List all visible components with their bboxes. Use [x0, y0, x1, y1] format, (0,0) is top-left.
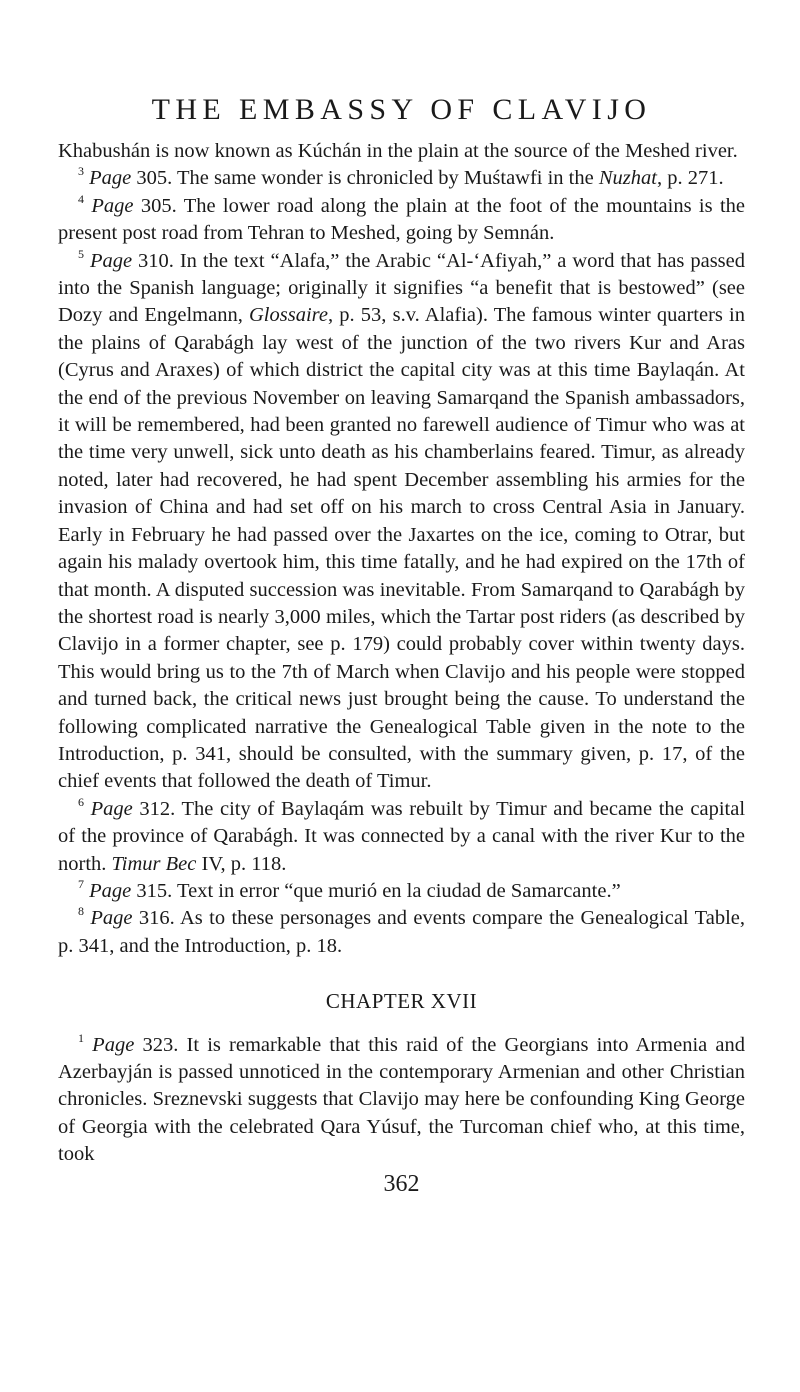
note-6: [58, 796, 745, 878]
note-8: [58, 905, 745, 960]
note-7: [58, 878, 745, 905]
note-5: [58, 248, 745, 796]
note-emphasis: Glossaire: [249, 304, 328, 327]
note-1-ch17: [58, 1032, 745, 1169]
note-text-end: , p. 53, s.v. Alafia). The famous winter quarters in the plains of Qarabágh lay west of the junction of the two rivers Kur and Aras (Cyrus and Araxes) of which district the capital city was at this time Baylaqán. At the end of the previous November on leaving Samarqand the Spanish ambassadors, it will be remembered, had been granted no farewell audience of Timur who was at the time very unwell, sick unto death as his chamberlains feared. Timur, as already noted, later had recovered, he had spent December assembling his armies for the invasion of China and had set off on his march to cross Central Asia in January. Early in February he had passed over the Jaxartes on the ice, coming to Otrar, but again his malady overtook him, this time fatally, and he had expired on the 17th of that month. A disputed succession was inevitable. From Samarqand to Qarabágh by the shortest road is nearly 3,000 miles, which the Tartar post riders (as described by Clavijo in a former chapter, see p. 179) could probably cover within twenty days. This would bring us to the 7th of March when Clavijo and his people were stopped and turned back, the critical news just brought being the cause. To understand the following complicated narrative the Genealogical Table given in the note to the Introduction, p. 341, should be consulted, with the summary given, p. 17, of the chief events that followed the death of Timur.: [58, 304, 745, 793]
page-label: Page: [89, 879, 132, 902]
note-emphasis: Nuzhat: [598, 167, 657, 190]
page-label: Page: [92, 1033, 135, 1056]
page-label: Page: [89, 249, 133, 272]
note-text: 312. The city of Baylaqám was rebuilt by Timur and became the capital of the province of Qarabágh. It was connected by a canal with the river Kur to the north.: [58, 797, 746, 875]
running-head: THE EMBASSY OF CLAVIJO: [151, 93, 652, 126]
note-emphasis: Timur Bec: [111, 852, 197, 875]
note-text-end: IV, p. 118.: [196, 852, 287, 875]
page-label: Page: [90, 907, 133, 930]
note-text: 305. The lower road along the plain at the foot of the mountains is the present post road from Tehran to Meshed, going by Semnán.: [58, 194, 746, 245]
note-text: 305. The same wonder is chronicled by Muśtawfi in the: [136, 167, 599, 190]
page-label: Page: [91, 194, 134, 217]
note-number: 1: [78, 1030, 84, 1045]
note-text: 310. In the text “Alafa,” the Arabic “Al-‘Afiyah,” a word that has passed into the Spanish language; originally it signifies “a benefit that is bestowed” (see Dozy and Engelmann,: [58, 249, 746, 327]
note-text: 316. As to these personages and events compare the Genealogical Table, p. 341, and the Introduction, p. 18.: [58, 907, 745, 957]
chapter-heading: CHAPTER XVII: [325, 989, 478, 1014]
note-text: 323. It is remarkable that this raid of the Georgians into Armenia and Azerbayján is passed unnoticed in the contemporary Armenian and other Christian chronicles. Sreznevski suggests that Clavijo may here be confounding King George of Georgia with the celebrated Qara Yúsuf, the Turcoman chief who, at this time, took: [58, 1033, 746, 1166]
note-text: 315. Text in error “que murió en la ciudad de Samarcante.”: [136, 879, 621, 902]
note-3: [58, 165, 745, 192]
note-number: 3: [78, 164, 84, 179]
note-number: 8: [78, 904, 84, 919]
note-4: [58, 193, 745, 248]
page-label: Page: [89, 167, 132, 190]
page-number: 362: [383, 1170, 420, 1197]
note-number: 4: [78, 191, 84, 206]
note-number: 7: [78, 876, 84, 891]
note-number: 5: [78, 246, 84, 261]
continuation-paragraph: Khabushán is now known as Kúchán in the plain at the source of the Meshed river.: [58, 140, 738, 162]
note-number: 6: [78, 794, 84, 809]
page-label: Page: [90, 797, 133, 820]
note-text-end: , p. 271.: [656, 167, 724, 190]
